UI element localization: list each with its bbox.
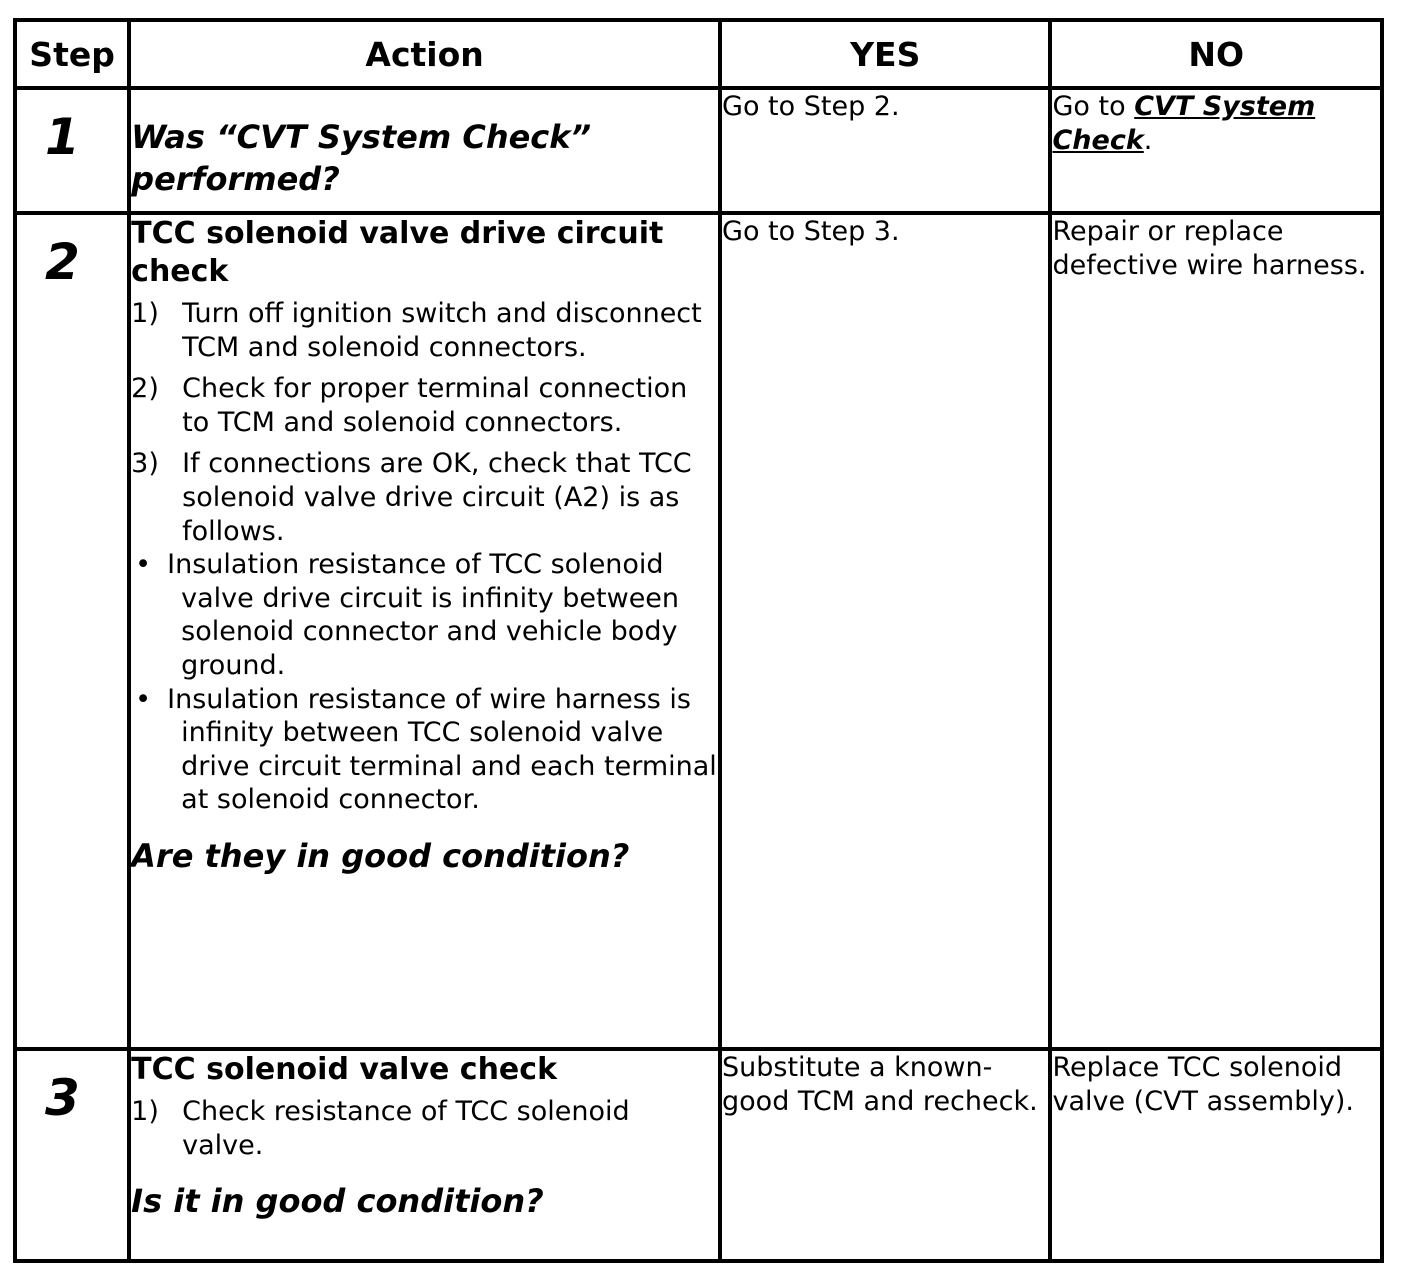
yes-text: Go to Step 2. [722,91,900,122]
item-number: 3) [131,448,159,480]
list-item [131,1095,718,1162]
item-text: Turn off ignition switch and disconnect TCM and solenoid connectors. [182,298,702,363]
bullet-item [131,548,718,682]
table-row [15,88,1382,213]
no-text: Repair or replace defective wire harness. [1052,216,1367,281]
action-cell [129,1049,720,1261]
bullet-text: Insulation resistance of TCC solenoid valve drive circuit is infinity between solenoid connector and vehicle body ground. [167,549,680,681]
step-heading: TCC solenoid valve drive circuit check [131,216,664,289]
step-cell [15,213,129,1049]
step-number: 3 [45,1069,80,1127]
yes-text: Go to Step 3. [722,216,900,247]
table-row [15,213,1382,1049]
yes-text: Substitute a known-good TCM and recheck. [722,1052,1038,1117]
yes-cell [720,1049,1050,1261]
bullet-list [131,548,718,817]
bullet-text: Insulation resistance of wire harness is infinity between TCC solenoid valve drive circuit terminal and each terminal at solenoid connector. [167,683,717,816]
no-text: Replace TCC solenoid valve (CVT assembly). [1052,1052,1354,1117]
cvt-system-check-link[interactable]: CVT System Check [1052,91,1316,156]
diagnostic-table [13,18,1384,1263]
step-question: Is it in good condition? [131,1182,544,1221]
bullet-item [131,683,718,817]
item-number: 1) [131,1096,159,1127]
item-text: If connections are OK, check that TCC solenoid valve drive circuit (A2) is as follows. [182,448,692,547]
header-step: Step [15,20,129,88]
item-text: Check for proper terminal connection to TCM and solenoid connectors. [182,373,688,438]
list-item [131,297,718,364]
step-question: Was “CVT System Check” performed? [131,118,592,198]
table-row [15,1049,1382,1261]
step-number: 1 [45,108,80,166]
no-cell [1050,88,1382,213]
yes-cell [720,213,1050,1049]
table-header-row [15,20,1382,88]
step-number: 2 [45,233,80,291]
no-cell [1050,213,1382,1049]
step-heading: TCC solenoid valve check [131,1052,558,1087]
step-cell [15,88,129,213]
no-text-prefix: Go to [1052,91,1135,122]
bullet-icon: • [135,549,152,581]
no-text-suffix: . [1143,125,1153,156]
header-no: NO [1050,20,1382,88]
list-item [131,447,718,817]
instruction-list [131,1095,718,1162]
action-cell [129,213,720,1049]
item-text: Check resistance of TCC solenoid valve. [182,1096,630,1161]
header-yes: YES [720,20,1050,88]
yes-cell [720,88,1050,213]
header-action: Action [129,20,720,88]
no-cell [1050,1049,1382,1261]
step-cell [15,1049,129,1261]
action-cell [129,88,720,213]
list-item [131,372,718,439]
item-number: 2) [131,373,159,405]
item-number: 1) [131,298,159,329]
bullet-icon: • [135,683,152,715]
step-question: Are they in good condition? [131,836,630,875]
instruction-list [131,297,718,817]
